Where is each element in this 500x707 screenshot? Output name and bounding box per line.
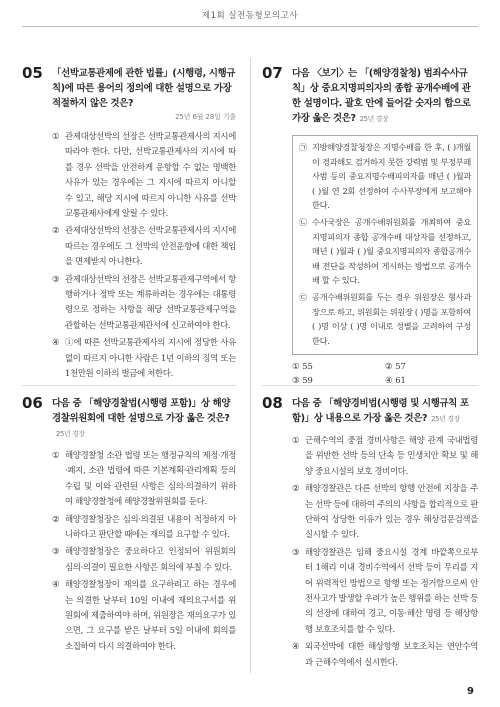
box-item-3: ㉢ 공개수배위원회를 두는 경우 위원장은 형사과장으로 하고, 위원회는 위원장 ( )명을 포함하여 ( )명 이상 ( )명 이내로 성별을 고려하여 구성한다.	[299, 291, 471, 346]
question-08	[262, 396, 478, 672]
option-list	[22, 129, 236, 382]
option-1[interactable]: ① 관제대상선박의 선장은 선박교통관제사의 지시에 따라야 한다. 다만, 선박교통관제사의 지시에 따를 경우 선박을 안전하게 운항할 수 없는 명백한 사유가 있는 경우에는 그 지시에 따르지 아니할 수 있고, 해당 지시에 따르지 아니한 사유를 선박교통관제사에게 알릴 수 있다.	[52, 131, 236, 219]
question-06	[22, 396, 236, 656]
question-number: 08	[262, 394, 283, 412]
question-number: 06	[22, 394, 43, 412]
question-stem: 다음 중 「해양경비법(시행령 및 시행규칙 포함)」상 내용으로 가장 옳은 것은? 25년 경장	[292, 398, 469, 424]
option-4[interactable]: ④ 해양경찰청장이 재의를 요구하려고 하는 경우에는 의결한 날부터 10일 이내에 재의요구서를 위원회에 제출하여야 하며, 위원장은 재의요구가 있으면, 그 요구를 받은 날부터 5일 이내에 회의를 소집하여 다시 의결하여야 한다.	[52, 579, 236, 651]
question-05	[22, 66, 236, 384]
question-number: 07	[262, 64, 283, 82]
option-1[interactable]: ① 해양경찰청 소관 법령 또는 행정규칙의 제정·개정·폐지, 소관 법령에 따른 기본계획·관리계획 등의 수립 및 이와 관련된 사항은 심의·의결하기 위하여 해양경찰청에 해양경찰위원회를 둔다.	[52, 450, 236, 507]
question-source: 25년 6월 28일 기출	[175, 113, 236, 121]
option-3[interactable]: ③ 해양경찰청장은 중요하다고 인정되어 위원회의 심의·의결이 필요한 사항은 회의에 부칠 수 있다.	[52, 546, 236, 572]
answer-option-3[interactable]: ③ 59	[292, 375, 313, 386]
option-3[interactable]: ③ 해양경찰관은 임해 중요시설 경계 바깥쪽으로부터 1해리 이내 경비수역에서 선박 등이 무리를 지어 위력적인 방법으로 항행 또는 정거함으로써 안전사고가 발생할 우려가 높은 행위를 하는 선박 등의 선장에 대하여 경고, 이동·해산 명령 등 해상항행 보호조치를 할 수 있다.	[292, 546, 478, 634]
answer-option-1[interactable]: ① 55	[292, 361, 313, 372]
option-list	[262, 433, 478, 670]
example-box	[292, 135, 478, 355]
question-source: 25년 경장	[359, 115, 389, 123]
column-divider	[250, 58, 251, 673]
option-3[interactable]: ③ 관제대상선박의 선장은 선박교통관제구역에서 항행하거나 정박 또는 계류하려는 경우에는 대통령령으로 정하는 사항을 해당 선박교통관제구역을 관할하는 선박교통관제관서에 신고하여야 한다.	[52, 273, 236, 330]
question-source: 25년 경장	[56, 430, 85, 438]
question-stem: 「선박교통관제에 관한 법률」(시행령, 시행규칙)에 따른 용어의 정의에 대한 설명으로 가장 적절하지 않은 것은?	[52, 68, 236, 109]
page-header-title: 제1회 실전동형모의고사	[201, 11, 299, 21]
option-4[interactable]: ④ 외국선박에 대한 해상항행 보호조치는 연안수역과 근해수역에서 실시한다.	[292, 641, 478, 667]
option-list	[22, 448, 236, 654]
box-item-2: ㉡ 수사국장은 공개수배위원회를 개최하여 중요지명피의자 종합 공개수배 대상자를 선정하고, 매년 ( )월과 ( )월 중요지명피의자 종합공개수배 전단을 작성하여 게시하는 방법으로 공개수배 할 수 있다.	[299, 216, 471, 286]
option-1[interactable]: ① 근해수역의 중점 경비사항은 해양 관계 국내법령을 위반한 선박 등의 단속 등 민생치안 확보 및 해양 중요시설의 보호 경비이다.	[292, 435, 478, 476]
option-2[interactable]: ② 해양경찰청장은 심의·의결된 내용이 적정하지 아니하다고 판단할 때에는 재의를 요구할 수 있다.	[52, 513, 236, 540]
section-divider-left	[22, 385, 236, 386]
question-stem: 다음 〈보기〉는 「(해양경찰청) 범죄수사규칙」상 중요지명피의자의 종합 공개수배에 관한 설명이다. 괄호 안에 들어갈 숫자의 합으로 가장 옳은 것은? 25년 경장	[292, 68, 471, 124]
question-07	[262, 66, 478, 385]
option-4[interactable]: ④ ①에 따른 선박교통관제사의 지시에 정당한 사유 없이 따르지 아니한 사람은 1년 이하의 징역 또는 1천만원 이하의 벌금에 처한다.	[52, 337, 236, 379]
box-item-1: ㉠ 지방해양경찰청장은 지명수배를 한 후, ( )개월이 경과해도 검거하지 못한 강력범 및 부정부패 사범 등의 중요지명수배피의자를 매년 ( )월과 ( )월 연 2회 선정하여 수사부장에게 보고해야 한다.	[299, 142, 471, 211]
answer-options	[292, 361, 478, 385]
question-source: 25년 경장	[431, 415, 460, 423]
question-stem: 다음 중 「해양경찰법(시행령 포함)」상 해양경찰위원회에 대한 설명으로 가장 옳은 것은?25년 경장	[52, 398, 231, 438]
header-divider	[22, 26, 478, 27]
answer-option-4[interactable]: ④ 61	[385, 375, 406, 386]
option-2[interactable]: ② 관제대상선박의 선장은 선박교통관제사의 지시에 따르는 경우에도 그 선박의 안전운항에 대한 책임을 면제받지 아니한다.	[52, 225, 236, 267]
page-number: 9	[467, 686, 474, 697]
answer-option-2[interactable]: ② 57	[385, 361, 406, 372]
question-number: 05	[22, 64, 43, 82]
option-2[interactable]: ② 해양경찰관은 다른 선박의 항행 안전에 지장을 주는 선박 등에 대하여 주의의 사항을 합리적으로 판단하여 상당한 이유가 있는 경우 해상검문검색을 실시할 수 있다.	[292, 483, 478, 540]
